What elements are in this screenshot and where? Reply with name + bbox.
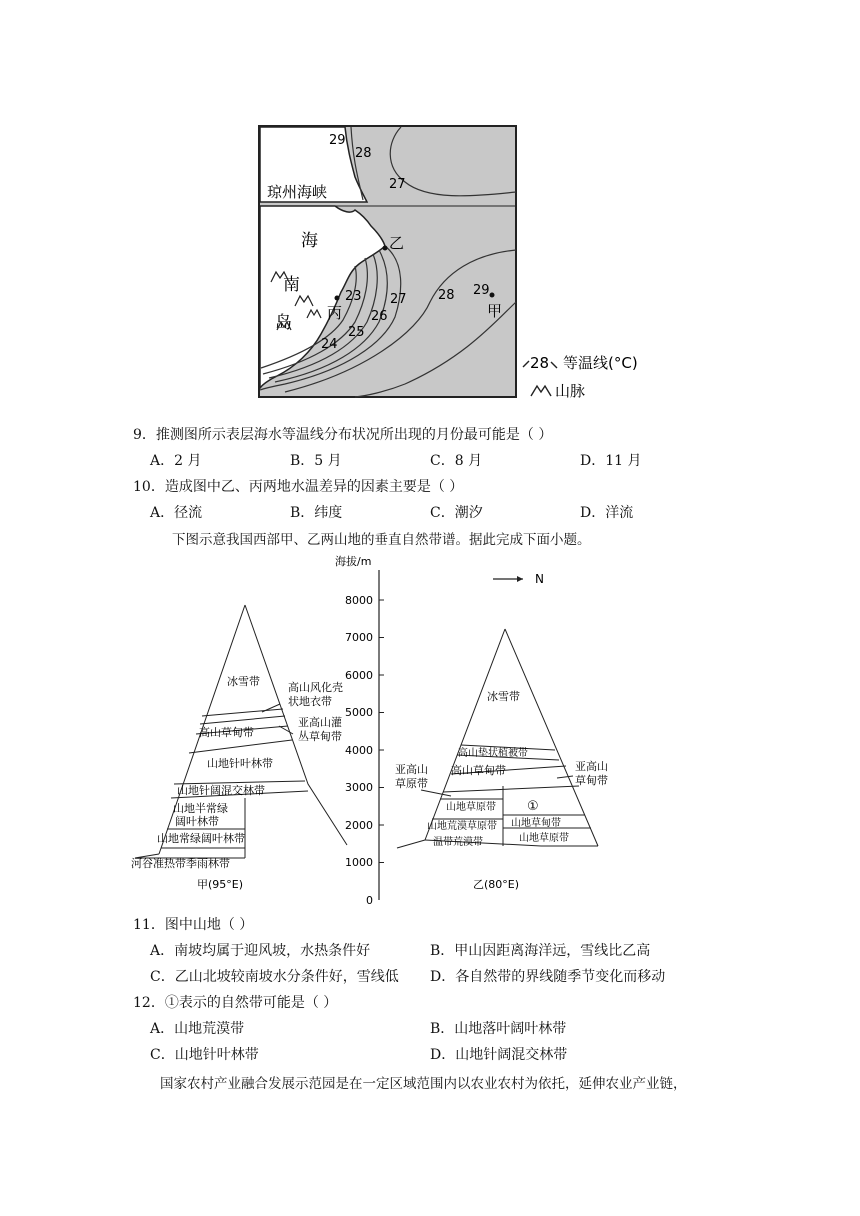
isotherm-label: 28 [355, 146, 372, 161]
island-label-char: 海 [301, 231, 318, 251]
isotherm-label: 23 [345, 289, 362, 304]
yi-band-meadow: 高山草甸带 [451, 764, 506, 777]
mountain-yi [397, 629, 598, 848]
yi-band-subalpine-steppe-1: 亚高山 [395, 763, 428, 776]
point-jia-label: 甲 [487, 302, 503, 320]
yi-band-cushion: 高山垫状植被带 [458, 748, 528, 759]
point-jia [490, 293, 495, 298]
legend-mountain-icon [531, 386, 551, 396]
jia-arrow [262, 704, 280, 712]
question-9-option-c[interactable]: C．8 月 [430, 453, 483, 469]
legend-isotherm-text: 等温线(°C) [563, 354, 638, 372]
jia-band-meadow: 高山草甸带 [199, 726, 254, 739]
question-10-option-b[interactable]: B．纬度 [290, 505, 343, 521]
yaxis-title: 海拔/m [335, 555, 372, 568]
yi-band-snow: 冰雪带 [487, 690, 520, 703]
yi-band-steppe-south: 山地草原带 [446, 802, 496, 813]
ytick-label: 1000 [345, 856, 373, 869]
ytick-label: 2000 [345, 819, 373, 832]
jia-band-evergreen: 山地常绿阔叶林带 [157, 832, 245, 845]
yi-arrow [557, 776, 573, 778]
question-11-stem: 11．图中山地（ ） [133, 917, 254, 933]
intro-industry-park: 国家农村产业融合发展示范园是在一定区域范围内以农业农村为依托，延伸农业产业链， [160, 1076, 687, 1092]
jia-band-lichen-1: 高山风化壳 [288, 681, 343, 694]
yaxis-ticks [345, 594, 384, 907]
question-11-option-c[interactable]: C．乙山北坡较南坡水分条件好，雪线低 [150, 969, 399, 985]
ytick-label: 0 [366, 894, 373, 907]
isotherm-label: 24 [321, 337, 338, 352]
question-12-option-c[interactable]: C．山地针叶林带 [150, 1047, 259, 1063]
intro-vertical-zones: 下图示意我国西部甲、乙两山地的垂直自然带谱。据此完成下面小题。 [172, 532, 591, 548]
jia-band-valley: 河谷准热带季雨林带 [131, 857, 230, 870]
question-9-option-b[interactable]: B．5 月 [290, 453, 342, 469]
legend-isotherm-tick [523, 361, 529, 367]
question-9-stem: 9．推测图所示表层海水等温线分布状况所出现的月份最可能是（ ） [133, 427, 553, 443]
question-12-option-d[interactable]: D．山地针阔混交林带 [430, 1047, 568, 1063]
legend-isotherm-value: 28 [530, 354, 550, 372]
question-12-option-a[interactable]: A．山地荒漠带 [150, 1021, 245, 1037]
jia-band-shrub-1: 亚高山灌 [298, 716, 342, 729]
ytick-label: 6000 [345, 669, 373, 682]
north-arrow-head [517, 576, 523, 582]
point-bing-label: 丙 [327, 304, 343, 322]
question-10-option-a[interactable]: A．径流 [150, 505, 203, 521]
yi-band-meadow-north: 山地草甸带 [511, 818, 561, 829]
question-9-option-d[interactable]: D．11 月 [580, 453, 642, 469]
jia-band-conifer: 山地针叶林带 [207, 757, 273, 770]
isotherm-label: 26 [371, 309, 388, 324]
jia-caption: 甲(95°E) [197, 878, 244, 891]
jia-arrow [279, 726, 293, 734]
isotherm-label: 29 [473, 283, 490, 298]
yi-band-subalpine-steppe-2: 草原带 [395, 777, 428, 790]
question-10-option-d[interactable]: D．洋流 [580, 505, 634, 521]
isotherm-label: 27 [389, 177, 406, 192]
isotherm-label: 28 [438, 288, 455, 303]
ytick-label: 8000 [345, 594, 373, 607]
legend-isotherm-tick [551, 362, 557, 368]
question-9-option-a[interactable]: A．2 月 [150, 453, 202, 469]
yi-band-temperate-desert: 温带荒漠带 [433, 837, 483, 848]
island-label-char: 南 [283, 275, 300, 295]
isotherm-map [255, 122, 660, 404]
yi-caption: 乙(80°E) [473, 878, 520, 891]
question-10-option-c[interactable]: C．潮汐 [430, 505, 483, 521]
question-11-option-d[interactable]: D．各自然带的界线随季节变化而移动 [430, 969, 666, 985]
point-yi-label: 乙 [389, 234, 405, 252]
jia-band-shrub-2: 丛草甸带 [298, 730, 342, 743]
question-11-option-a[interactable]: A．南坡均属于迎风坡，水热条件好 [150, 943, 371, 959]
isotherm-label: 27 [390, 292, 407, 307]
jia-band-snow: 冰雪带 [227, 675, 260, 688]
legend-mountain-text: 山脉 [555, 382, 586, 400]
yi-band-steppe-north: 山地草原带 [519, 833, 569, 844]
vertical-zone-diagram [125, 548, 645, 908]
isotherm-label: 25 [348, 325, 365, 340]
point-bing [335, 296, 340, 301]
question-11-option-b[interactable]: B．甲山因距离海洋远，雪线比乙高 [430, 943, 651, 959]
yi-band-subalpine-meadow-1: 亚高山 [575, 760, 608, 773]
yi-band-subalpine-meadow-2: 草甸带 [575, 774, 608, 787]
yi-band-desert-steppe: 山地荒漠草原带 [427, 821, 497, 832]
island-label-char: 岛 [275, 313, 292, 333]
jia-band-mixed: 山地针阔混交林带 [177, 784, 265, 797]
yi-arrow [421, 790, 451, 796]
ytick-label: 7000 [345, 631, 373, 644]
ytick-label: 5000 [345, 706, 373, 719]
question-12-stem: 12．①表示的自然带可能是（ ） [133, 995, 338, 1011]
point-yi [383, 246, 388, 251]
ytick-label: 3000 [345, 781, 373, 794]
ytick-label: 4000 [345, 744, 373, 757]
jia-band-semi-1: 山地半常绿 [173, 802, 228, 815]
yi-band-marker: ① [527, 799, 539, 814]
strait-label: 琼州海峡 [267, 183, 328, 201]
question-10-stem: 10．造成图中乙、丙两地水温差异的因素主要是（ ） [133, 479, 464, 495]
isotherm-label: 29 [329, 133, 346, 148]
jia-band-lichen-2: 状地衣带 [288, 695, 332, 708]
question-12-option-b[interactable]: B．山地落叶阔叶林带 [430, 1021, 567, 1037]
north-label: N [535, 572, 544, 586]
jia-band-semi-2: 阔叶林带 [175, 815, 219, 828]
